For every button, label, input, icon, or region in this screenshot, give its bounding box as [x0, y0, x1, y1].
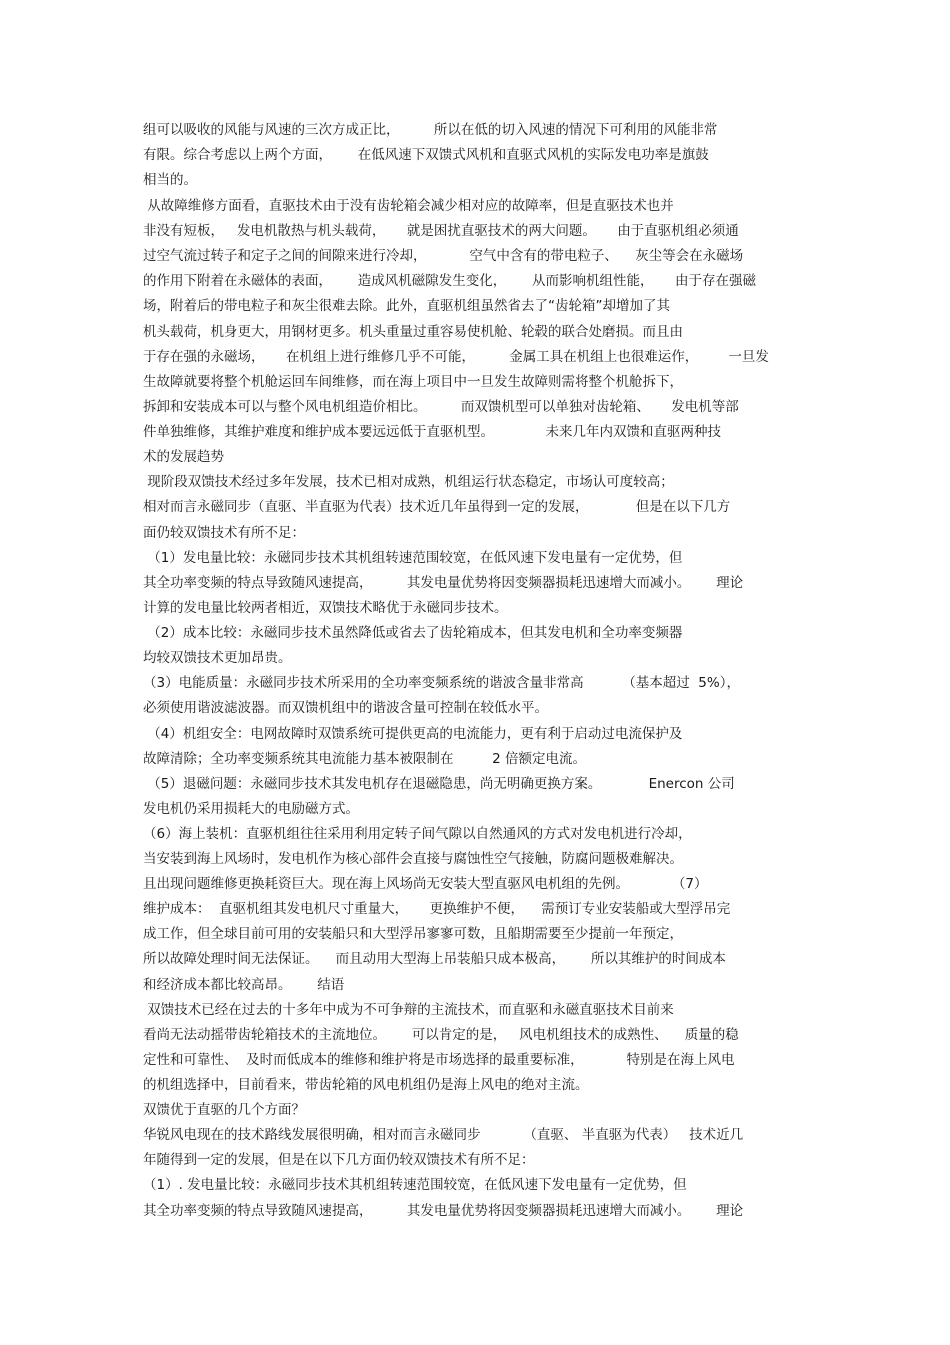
text-line: 当安装到海上风场时，发电机作为核心部件会直接与腐蚀性空气接触，防腐问题极难解决。: [143, 851, 683, 867]
text-line: 华锐风电现在的技术路线发展很明确，相对而言永磁同步 （直驱、 半直驱为代表） 技术近几: [143, 1127, 744, 1143]
text-line: 计算的发电量比较两者相近，双馈技术略优于永磁同步技术。: [143, 600, 508, 616]
text-line: 其全功率变频的特点导致随风速提高， 其发电量优势将因变频器损耗迅速增大而减小。 理论: [143, 1203, 744, 1219]
text-line: （3）电能质量：永磁同步技术所采用的全功率变频系统的谐波含量非常高 （基本超过 5%），: [143, 675, 740, 691]
text-line: 从故障维修方面看，直驱技术由于没有齿轮箱会减少相对应的故障率，但是直驱技术也并: [143, 198, 674, 214]
text-line: 拆卸和安装成本可以与整个风电机组造价相比。 而双馈机型可以单独对齿轮箱、 发电机等部: [143, 399, 739, 415]
text-line: 组可以吸收的风能与风速的三次方成正比， 所以在低的切入风速的情况下可利用的风能非常: [143, 122, 718, 138]
text-line: 过空气流过转子和定子之间的间隙来进行冷却， 空气中含有的带电粒子、 灰尘等会在永磁场: [143, 248, 744, 264]
text-line: 发电机仍采用损耗大的电励磁方式。: [143, 801, 359, 817]
text-line: 故障清除；全功率变频系统其电流能力基本被限制在 2 倍额定电流。: [143, 751, 587, 767]
text-line: 双馈优于直驱的几个方面？: [143, 1102, 305, 1118]
text-line: 双馈技术已经在过去的十多年中成为不可争辩的主流技术，而直驱和永磁直驱技术目前来: [143, 1002, 674, 1018]
text-line: 生故障就要将整个机舱运回车间维修，而在海上项目中一旦发生故障则需将整个机舱拆下，: [143, 374, 683, 390]
text-line: 其全功率变频的特点导致随风速提高， 其发电量优势将因变频器损耗迅速增大而减小。 理论: [143, 575, 744, 591]
text-line: 机头载荷，机身更大，用钢材更多。机头重量过重容易使机舱、轮毂的联合处磨损。而且由: [143, 324, 683, 340]
text-line: 成工作，但全球目前可用的安装船只和大型浮吊寥寥可数，且船期需要至少提前一年预定，: [143, 926, 683, 942]
text-line: 有限。综合考虑以上两个方面， 在低风速下双馈式风机和直驱式风机的实际发电功率是旗鼓: [143, 147, 709, 163]
text-line: 件单独维修，其维护难度和维护成本要远远低于直驱机型。 未来几年内双馈和直驱两种技: [143, 424, 721, 440]
text-line: （1）. 发电量比较：永磁同步技术其机组转速范围较宽，在低风速下发电量有一定优势，但: [143, 1177, 687, 1193]
text-line: 且出现问题维修更换耗资巨大。现在海上风场尚无安装大型直驱风电机组的先例。 （7）: [143, 876, 708, 892]
text-line: （4）机组安全：电网故障时双馈系统可提供更高的电流能力，更有利于启动过电流保护及: [143, 726, 683, 742]
text-line: 看尚无法动摇带齿轮箱技术的主流地位。 可以肯定的是， 风电机组技术的成熟性、 质量的稳: [143, 1027, 739, 1043]
text-line: 必须使用谐波滤波器。而双馈机组中的谐波含量可控制在较低水平。: [143, 700, 548, 716]
text-line: 相当的。: [143, 172, 197, 188]
text-line: 维护成本： 直驱机组其发电机尺寸重量大， 更换维护不便， 需预订专业安装船或大型浮吊完: [143, 901, 731, 917]
text-line: 年随得到一定的发展，但是在以下几方面仍较双馈技术有所不足：: [143, 1152, 535, 1168]
text-line: 面仍较双馈技术有所不足：: [143, 525, 305, 541]
text-line: 现阶段双馈技术经过多年发展，技术已相对成熟，机组运行状态稳定，市场认可度较高；: [143, 474, 674, 490]
text-line: 的作用下附着在永磁体的表面， 造成风机磁隙发生变化， 从而影响机组性能， 由于存在强磁: [143, 273, 756, 289]
text-line: 非没有短板， 发电机散热与机头载荷， 就是困扰直驱技术的两大问题。 由于直驱机组必须通: [143, 223, 739, 239]
text-line: 所以故障处理时间无法保证。 而且动用大型海上吊装船只成本极高， 所以其维护的时间成本: [143, 951, 726, 967]
text-line: 于存在强的永磁场， 在机组上进行维修几乎不可能， 金属工具在机组上也很难运作， 一旦发: [143, 349, 769, 365]
text-line: 术的发展趋势: [143, 449, 224, 465]
text-line: 场，附着后的带电粒子和灰尘很难去除。此外，直驱机组虽然省去了“齿轮箱”却增加了其: [143, 298, 670, 314]
text-line: 均较双馈技术更加昂贵。: [143, 650, 292, 666]
text-line: 相对而言永磁同步（直驱、半直驱为代表）技术近几年虽得到一定的发展， 但是在以下几方: [143, 499, 731, 515]
text-line: （1）发电量比较：永磁同步技术其机组转速范围较宽，在低风速下发电量有一定优势，但: [143, 550, 683, 566]
text-line: 定性和可靠性、 及时而低成本的维修和维护将是市场选择的最重要标准， 特别是在海上风电: [143, 1052, 735, 1068]
text-line: 的机组选择中，目前看来，带齿轮箱的风电机组仍是海上风电的绝对主流。: [143, 1077, 589, 1093]
text-line: 和经济成本都比较高昂。 结语: [143, 977, 345, 993]
text-line: （5）退磁问题：永磁同步技术其发电机存在退磁隐患，尚无明确更换方案。 Enercon 公司: [143, 776, 735, 792]
text-line: （2）成本比较：永磁同步技术虽然降低或省去了齿轮箱成本，但其发电机和全功率变频器: [143, 625, 683, 641]
text-line: （6）海上装机：直驱机组往往采用利用定转子间气隙以自然通风的方式对发电机进行冷却，: [143, 826, 692, 842]
